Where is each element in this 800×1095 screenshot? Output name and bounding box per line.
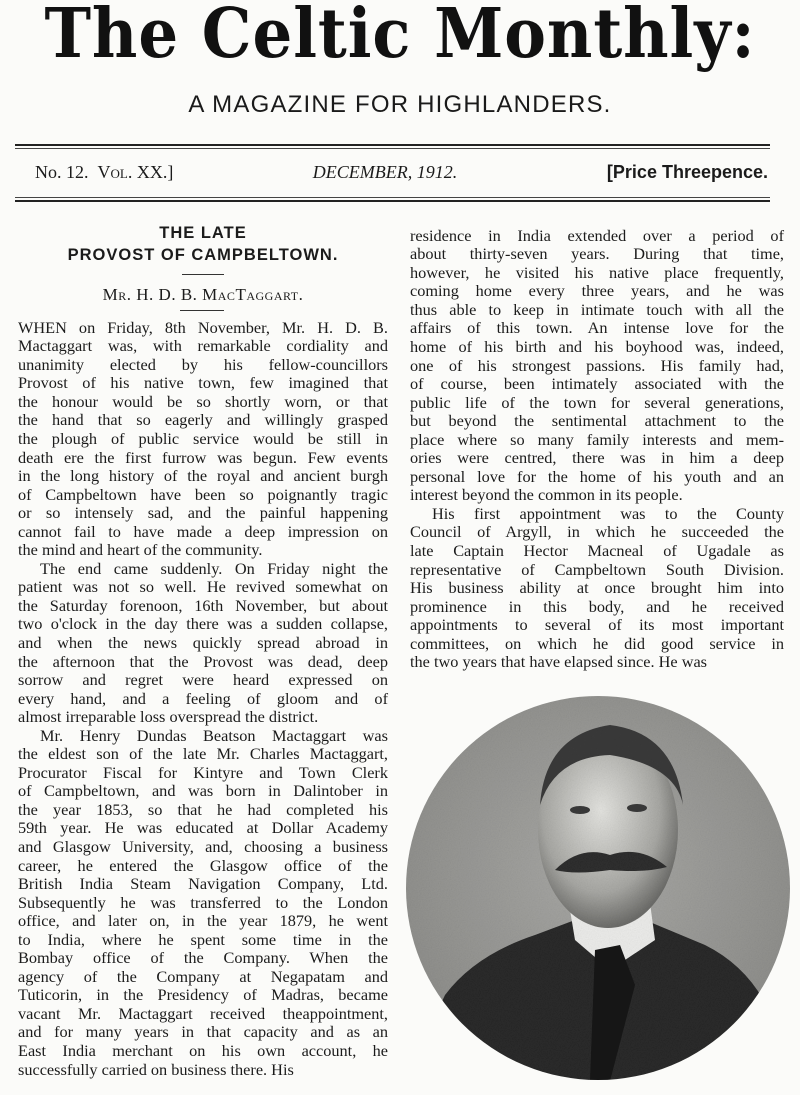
text-line: British India Steam Navigation Company, Ltd. [18,874,388,894]
text-line: the honour would be so shortly worn, or that [18,391,388,411]
text-line: coming home every three years, and he was [410,281,784,301]
text-line: or so intensely sad, and the painful happening [18,503,388,523]
headline-line-1: THE LATE [159,224,247,242]
text-line: 59th year. He was educated at Dollar Academy [18,818,388,838]
text-line: His business ability at once brought him into [410,578,784,598]
headline-line-2: PROVOST OF CAMPBELTOWN. [67,246,339,264]
text-line: in the long history of the royal and ancient burgh [18,466,388,486]
text-line: Subsequently he was transferred to the London [18,892,388,912]
text-line: and for many years in that capacity and as an [18,1022,388,1042]
text-line: patient was not so well. He revived somewhat on [18,577,388,597]
text-line: the hand that so eagerly and willingly grasped [18,410,388,430]
text-line: vacant Mr. Mactaggart received theappointment, [18,1003,388,1023]
text-line: agency of the Company at Negapatam and [18,966,388,986]
text-line: almost irreparable loss overspread the district. [18,707,319,727]
text-line: the two years that have elapsed since. He was [410,652,708,672]
text-line: residence in India extended over a period of [410,225,784,245]
text-line: late Captain Hector Macneal of Ugadale as [410,540,784,560]
text-line: prominence in this body, and he received [410,596,784,616]
text-line: successfully carried on business there. His [18,1059,294,1079]
text-line: place where so many family interests and mem- [410,429,784,449]
text-line: cannot fail to have made a deep impression on [18,521,388,541]
headline-divider [182,274,224,275]
text-line: His first appointment was to the County [432,503,784,523]
bottom-rule-thin [15,197,770,198]
text-line: about thirty-seven years. During that time, [410,244,784,264]
text-line: affairs of this town. An intense love for the [410,318,784,338]
text-line: and when the news quickly spread abroad in [18,632,388,652]
text-line: the eldest son of the late Mr. Charles Mactaggart, [18,744,388,764]
masthead-title: The Celtic Monthly: [44,0,756,74]
text-line: interest beyond the common in its people. [410,485,683,505]
masthead-subtitle: A MAGAZINE FOR HIGHLANDERS. [188,91,612,118]
text-line: to India, where he spent some time in the [18,929,388,949]
text-line: appointments to several of its most important [410,615,784,635]
text-line: the year 1853, so that he had completed his [18,799,388,819]
text-line: the mind and heart of the community. [18,540,263,560]
top-rule-thin [15,148,770,149]
text-line: career, he entered the Glasgow office of the [18,855,388,875]
volume-number: Vol. XX.] [97,162,174,182]
text-line: and Glasgow University, and, choosing a business [18,837,388,856]
text-line: of Campbeltown, and was born in Dalintober in [18,781,388,801]
text-line: sorrow and regret were heard expressed on [18,670,388,690]
top-rule [15,144,770,146]
text-line: Mactaggart was, with remarkable cordiality and [18,336,388,356]
text-line: every hand, and a feeling of gloom and of [18,688,388,708]
text-line: Mr. Henry Dundas Beatson Mactaggart was [40,725,388,745]
text-line: The end came suddenly. On Friday night the [40,558,388,578]
portrait-photo [405,695,791,1081]
bottom-rule [15,200,770,202]
text-line: representative of Campbeltown South Division. [410,559,784,579]
text-line: the plough of public service would be still in [18,428,388,448]
text-line: but beyond the sentimental attachment to the [410,411,784,431]
text-line: of Campbeltown have been so poignantly tragic [18,484,388,504]
text-line: Procurator Fiscal for Kintyre and Town Clerk [18,762,388,782]
text-line: Bombay office of the Company. When the [18,948,388,968]
text-line: home of his birth and his boyhood was, indeed, [410,336,784,356]
text-line: of course, been intimately associated with the [410,374,784,394]
byline-divider [180,310,224,311]
text-line: committees, on which he did good service in [410,633,784,653]
text-line: ories were centred, there was in him a deep [410,448,784,468]
byline: Mr. H. D. B. MacTaggart. [102,285,304,304]
left-column [18,319,388,1079]
right-column [410,227,784,672]
text-line: Tuticorin, in the Presidency of Madras, became [18,985,388,1005]
text-line: Council of Argyll, in which he succeeded the [410,522,784,542]
text-line: Provost of his native town, few imagined that [18,373,388,393]
issue-date: DECEMBER, 1912. [312,162,458,182]
issue-price: [Price Threepence. [606,162,768,182]
text-line: however, he visited his native place frequently, [410,262,784,282]
text-line: death ere the first furrow was begun. Few events [18,447,388,467]
text-line: personal love for the home of his youth and an [410,466,784,486]
text-line: one of his strongest passions. His family had, [410,355,784,375]
text-line: thus able to keep in intimate touch with all the [410,299,784,319]
text-line: public life of the town for several generations, [410,392,784,412]
text-line: office, and later on, in the year 1879, he went [18,911,388,931]
text-line: two o'clock in the day there was a sudden collapse, [18,614,388,634]
text-line: the Saturday forenoon, 16th November, but about [18,595,388,615]
text-line: unanimity elected by his fellow-councillors [18,354,388,374]
text-line: the afternoon that the Provost was dead, deep [18,651,388,671]
text-line: WHEN on Friday, 8th November, Mr. H. D. B. [18,317,388,337]
issue-number: No. 12. [35,162,89,182]
text-line: East India merchant on his own account, he [18,1041,388,1061]
